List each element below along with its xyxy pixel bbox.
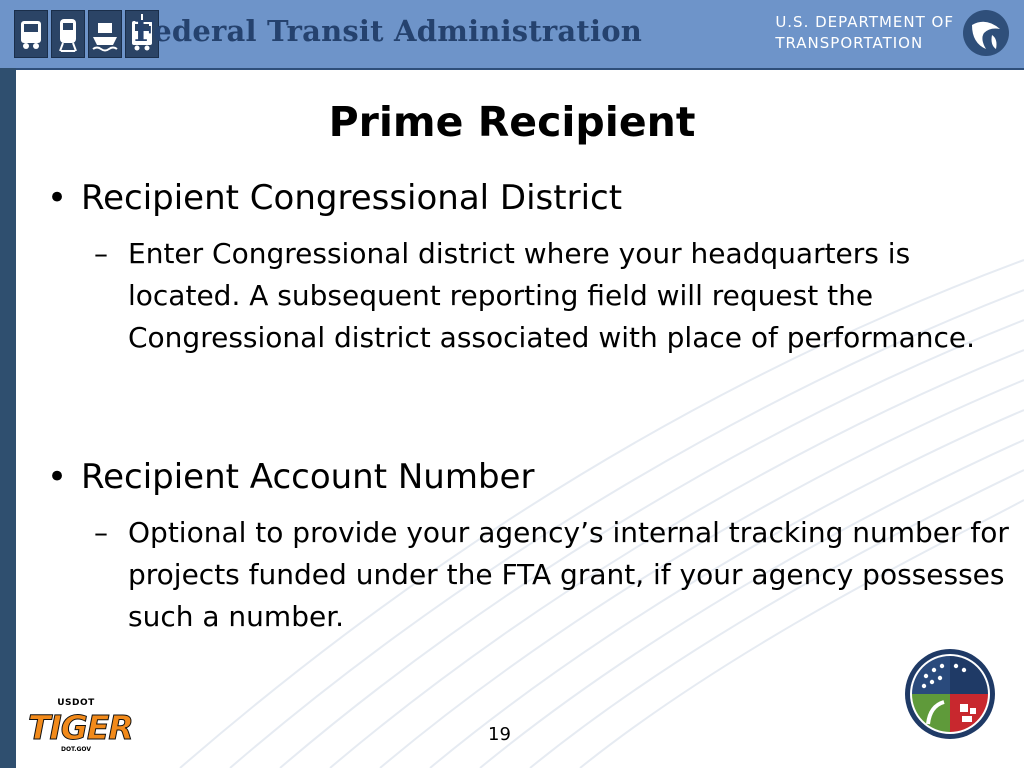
- sub-bullet-text: Enter Congressional district where your headquarters is located. A subsequent reporting field will request the Congressional district associated with place of performance.: [128, 237, 975, 354]
- bullet-item: [47, 178, 622, 218]
- bullet-item: [47, 457, 534, 497]
- bullet-marker: •: [47, 178, 68, 218]
- tiger-logo-word: TIGER: [28, 708, 133, 747]
- tiger-logo-bottom: DOT.GOV: [60, 746, 92, 753]
- tiger-logo: [28, 694, 136, 760]
- dept-line-2: TRANSPORTATION: [775, 34, 924, 52]
- left-accent-bar: [0, 68, 16, 768]
- train-icon: [51, 10, 85, 58]
- bullet-heading: Recipient Account Number: [81, 457, 535, 497]
- sub-bullet-item: [94, 233, 1014, 359]
- dept-line-1: U.S. DEPARTMENT OF: [775, 13, 954, 31]
- slide-title: Prime Recipient: [328, 98, 696, 146]
- bus-icon: [14, 10, 48, 58]
- page-number: 19: [488, 724, 511, 745]
- dot-wordmark: [775, 12, 954, 54]
- ferry-icon: [88, 10, 122, 58]
- tiger-logo-top: USDOT: [57, 698, 95, 708]
- recovery-gov-logo: [904, 648, 996, 740]
- sub-bullet-text: Optional to provide your agency’s internal tracking number for projects funded under the FTA grant, if your agency possesses such a number.: [128, 516, 1009, 633]
- bullet-heading: Recipient Congressional District: [81, 178, 623, 218]
- agency-title: Federal Transit Administration: [134, 14, 643, 48]
- header-banner: [0, 0, 1024, 70]
- sub-bullet-item: [94, 512, 1014, 638]
- dot-logo-icon: [962, 9, 1010, 57]
- bullet-marker: •: [47, 457, 68, 497]
- sub-bullet-marker: –: [94, 237, 108, 270]
- sub-bullet-marker: –: [94, 516, 108, 549]
